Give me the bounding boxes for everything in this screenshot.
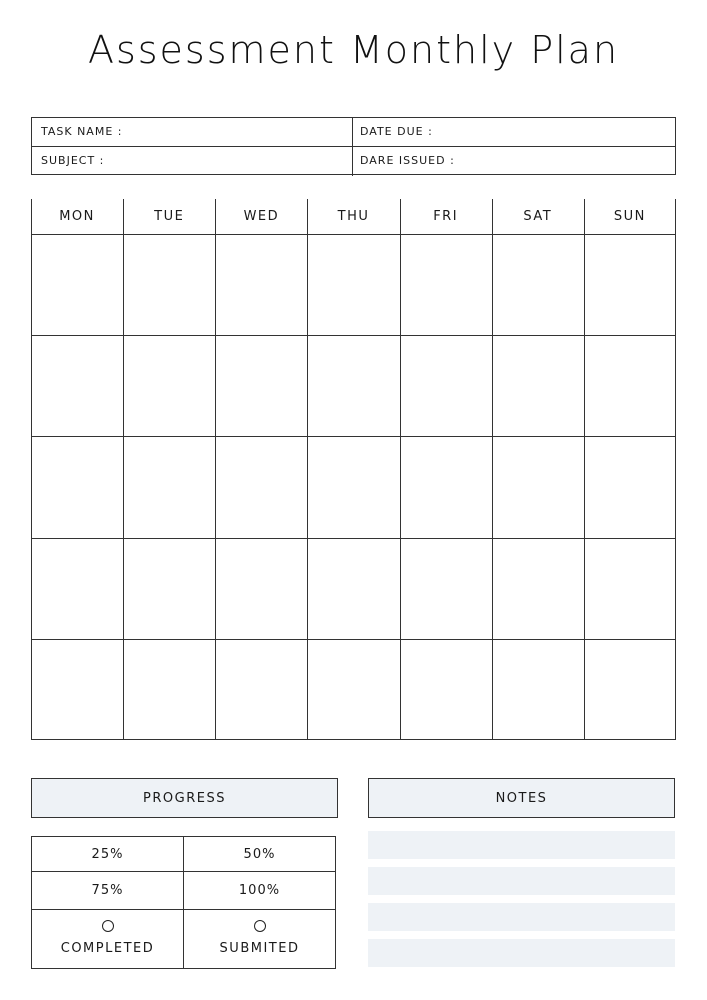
day-header-tue: TUE	[154, 209, 185, 224]
calendar-day-cell[interactable]	[493, 336, 584, 436]
calendar-day-cell[interactable]	[493, 437, 584, 537]
calendar-day-cell[interactable]	[32, 336, 123, 436]
calendar-day-cell[interactable]	[401, 235, 492, 335]
day-header-thu: THU	[337, 209, 370, 224]
notes-line[interactable]	[368, 831, 675, 859]
day-header-sun: SUN	[613, 209, 646, 224]
day-header-wed: WED	[243, 209, 280, 224]
calendar-day-cell[interactable]	[308, 235, 399, 335]
notes-line[interactable]	[368, 867, 675, 895]
notes-line[interactable]	[368, 939, 675, 967]
page-title: Assessment Monthly Plan	[87, 28, 620, 72]
submitted-checkbox-icon[interactable]	[254, 920, 266, 932]
calendar-day-cell[interactable]	[585, 235, 676, 335]
calendar-day-cell[interactable]	[216, 640, 307, 740]
date-issued-field[interactable]: DARE ISSUED :	[360, 154, 455, 167]
calendar-day-cell[interactable]	[401, 539, 492, 639]
calendar-day-cell[interactable]	[401, 640, 492, 740]
calendar-day-cell[interactable]	[401, 336, 492, 436]
subject-field[interactable]: SUBJECT :	[32, 147, 353, 176]
calendar-day-cell[interactable]	[585, 437, 676, 537]
calendar-day-cell[interactable]	[493, 640, 584, 740]
completed-cell[interactable]	[32, 910, 183, 968]
day-header-mon: MON	[59, 209, 95, 224]
calendar-header	[31, 199, 676, 234]
monthly-calendar-grid	[31, 199, 676, 740]
completed-label: COMPLETED	[60, 941, 155, 956]
calendar-day-cell[interactable]	[308, 539, 399, 639]
calendar-day-cell[interactable]	[124, 336, 215, 436]
notes-line[interactable]	[368, 903, 675, 931]
task-name-field[interactable]: TASK NAME :	[32, 118, 353, 146]
completed-checkbox-icon[interactable]	[102, 920, 114, 932]
calendar-day-cell[interactable]	[585, 336, 676, 436]
calendar-day-cell[interactable]	[585, 539, 676, 639]
submitted-label: SUBMITED	[219, 941, 300, 956]
day-header-fri: FRI	[433, 209, 459, 224]
calendar-day-cell[interactable]	[32, 235, 123, 335]
calendar-day-cell[interactable]	[585, 640, 676, 740]
calendar-day-cell[interactable]	[124, 235, 215, 335]
calendar-day-cell[interactable]	[401, 437, 492, 537]
calendar-day-cell[interactable]	[124, 539, 215, 639]
calendar-day-cell[interactable]	[216, 336, 307, 436]
calendar-day-cell[interactable]	[493, 235, 584, 335]
calendar-day-cell[interactable]	[124, 437, 215, 537]
date-due-field[interactable]: DATE DUE :	[360, 125, 433, 138]
calendar-day-cell[interactable]	[308, 336, 399, 436]
calendar-day-cell[interactable]	[308, 640, 399, 740]
progress-75-cell[interactable]: 75%	[91, 883, 124, 898]
progress-25-cell[interactable]: 25%	[91, 847, 124, 862]
calendar-day-cell[interactable]	[493, 539, 584, 639]
info-row	[32, 147, 675, 176]
calendar-day-cell[interactable]	[308, 437, 399, 537]
day-header-sat: SAT	[523, 209, 553, 224]
calendar-day-cell[interactable]	[216, 539, 307, 639]
calendar-day-cell[interactable]	[32, 640, 123, 740]
calendar-day-cell[interactable]	[32, 539, 123, 639]
progress-header: PROGRESS	[31, 778, 338, 818]
task-info-table	[31, 117, 676, 175]
calendar-day-cell[interactable]	[216, 437, 307, 537]
calendar-day-cell[interactable]	[32, 437, 123, 537]
notes-header: NOTES	[368, 778, 675, 818]
calendar-day-cell[interactable]	[124, 640, 215, 740]
progress-table	[31, 836, 336, 969]
calendar-day-cell[interactable]	[216, 235, 307, 335]
submitted-cell[interactable]	[184, 910, 335, 968]
info-row	[32, 118, 675, 147]
progress-100-cell[interactable]: 100%	[238, 883, 281, 898]
progress-50-cell[interactable]: 50%	[243, 847, 276, 862]
